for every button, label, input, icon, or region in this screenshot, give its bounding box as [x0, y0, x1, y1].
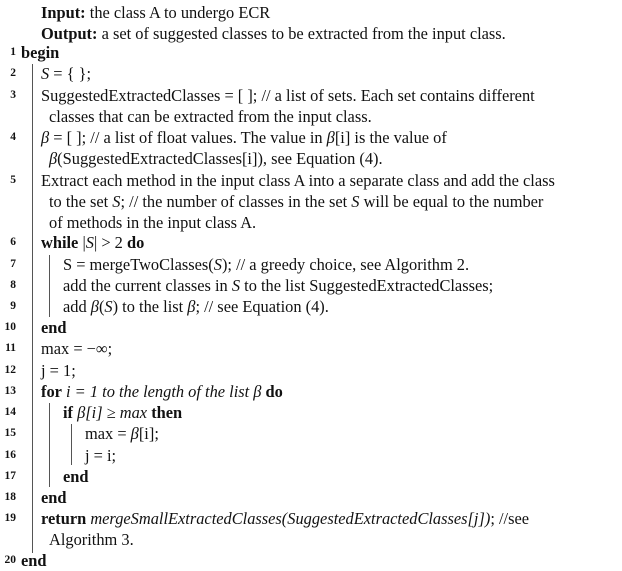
line-code: [i] is the value of — [334, 128, 447, 147]
line-text — [85, 423, 159, 444]
line-number: 1 — [10, 46, 16, 58]
line-code: mergeSmallExtractedClasses(SuggestedExtractedClasses[j]) — [86, 509, 491, 528]
line-text — [63, 254, 469, 275]
line-number: 6 — [10, 236, 16, 248]
beta-symbol: β — [49, 149, 58, 168]
keyword-end: end — [41, 488, 67, 507]
line-code: [i]; — [138, 424, 159, 443]
line-number: 4 — [10, 131, 16, 143]
line-text — [41, 508, 529, 529]
keyword-if: if — [63, 403, 74, 422]
line-code: = { }; — [49, 64, 92, 83]
line-code: ( — [98, 297, 105, 316]
line-text-cont — [49, 191, 543, 212]
line-number: 19 — [4, 512, 16, 524]
line-code: ) to the list — [112, 297, 188, 316]
var-s: S — [41, 64, 50, 83]
input-text: the class A to undergo ECR — [89, 3, 271, 22]
line-number: 7 — [10, 258, 16, 270]
algorithm-output — [41, 23, 506, 44]
line-text: SuggestedExtractedClasses = [ ]; // a list of sets. Each set contains different — [41, 86, 535, 105]
beta-symbol: β — [187, 297, 196, 316]
line-code: ); // a greedy choice, see Algorithm 2. — [221, 255, 470, 274]
line-code: | > 2 — [93, 233, 127, 252]
line-code: = [ ]; // a list of float values. The value in — [49, 128, 327, 147]
keyword-begin: begin — [21, 43, 60, 62]
line-number: 8 — [10, 279, 16, 291]
line-code: max = — [85, 424, 131, 443]
var-s: S — [85, 233, 94, 252]
keyword-for: for — [41, 382, 62, 401]
beta-symbol: β — [90, 297, 99, 316]
beta-symbol: β — [41, 128, 50, 147]
keyword-while: while — [41, 233, 79, 252]
line-number: 18 — [4, 491, 16, 503]
line-number: 11 — [5, 342, 16, 354]
line-code: add the current classes in — [63, 276, 232, 295]
var-s: S — [104, 297, 113, 316]
var-s: S — [213, 255, 222, 274]
line-code: to the set — [49, 192, 113, 211]
keyword-return: return — [41, 509, 87, 528]
var-s: S — [351, 192, 360, 211]
line-text: j = 1; — [41, 361, 76, 380]
for-block-rule — [49, 403, 50, 487]
line-text: j = i; — [85, 446, 117, 465]
input-label: Input: — [41, 3, 86, 22]
algorithm-input — [41, 2, 270, 23]
var-s: S — [112, 192, 121, 211]
keyword-do: do — [126, 233, 145, 252]
output-text: a set of suggested classes to be extracted from the input class. — [101, 24, 506, 43]
line-code: add — [63, 297, 91, 316]
line-text-cont: classes that can be extracted from the input class. — [49, 107, 372, 126]
line-number: 13 — [4, 385, 16, 397]
var-s: S — [231, 276, 241, 295]
line-code: β[i] ≥ max — [73, 403, 152, 422]
output-label: Output: — [41, 24, 98, 43]
line-text — [41, 127, 447, 148]
beta-symbol: β — [326, 128, 335, 147]
line-number: 14 — [4, 406, 16, 418]
line-text — [41, 381, 283, 402]
line-number: 20 — [4, 554, 16, 566]
keyword-end: end — [41, 318, 67, 337]
line-number: 10 — [4, 321, 16, 333]
line-text: max = −∞; — [41, 339, 113, 358]
line-number: 2 — [10, 67, 16, 79]
line-number: 17 — [4, 470, 16, 482]
line-text — [63, 296, 329, 317]
line-number: 12 — [4, 364, 16, 376]
line-text — [63, 275, 493, 296]
line-text-cont: of methods in the input class A. — [49, 213, 257, 232]
line-number: 16 — [4, 449, 16, 461]
line-code: i = 1 to the length of the list β — [61, 382, 266, 401]
beta-symbol: β — [130, 424, 139, 443]
while-block-rule — [49, 255, 50, 317]
line-text-cont: Algorithm 3. — [49, 530, 134, 549]
line-number: 5 — [10, 174, 16, 186]
line-code: (SuggestedExtractedClasses[i]), see Equation (4). — [57, 149, 383, 168]
line-number: 15 — [4, 427, 16, 439]
keyword-end: end — [21, 551, 47, 570]
keyword-do: do — [265, 382, 283, 401]
line-code: ; // see Equation (4). — [195, 297, 329, 316]
line-number: 9 — [10, 300, 16, 312]
keyword-then: then — [151, 403, 183, 422]
line-code: will be equal to the number — [359, 192, 544, 211]
keyword-end: end — [63, 467, 89, 486]
line-code: ; //see — [490, 509, 530, 528]
if-block-rule — [71, 424, 72, 465]
line-code: S = mergeTwoClasses( — [63, 255, 214, 274]
line-text-cont — [49, 148, 383, 169]
line-text — [41, 232, 144, 253]
begin-block-rule — [32, 64, 33, 553]
line-text — [41, 63, 91, 84]
line-text: Extract each method in the input class A into a separate class and add the class — [41, 171, 555, 190]
line-number: 3 — [10, 89, 16, 101]
line-code: ; // the number of classes in the set — [120, 192, 352, 211]
line-text — [63, 402, 182, 423]
line-code: to the list SuggestedExtractedClasses; — [240, 276, 494, 295]
line-code: | — [78, 233, 86, 252]
